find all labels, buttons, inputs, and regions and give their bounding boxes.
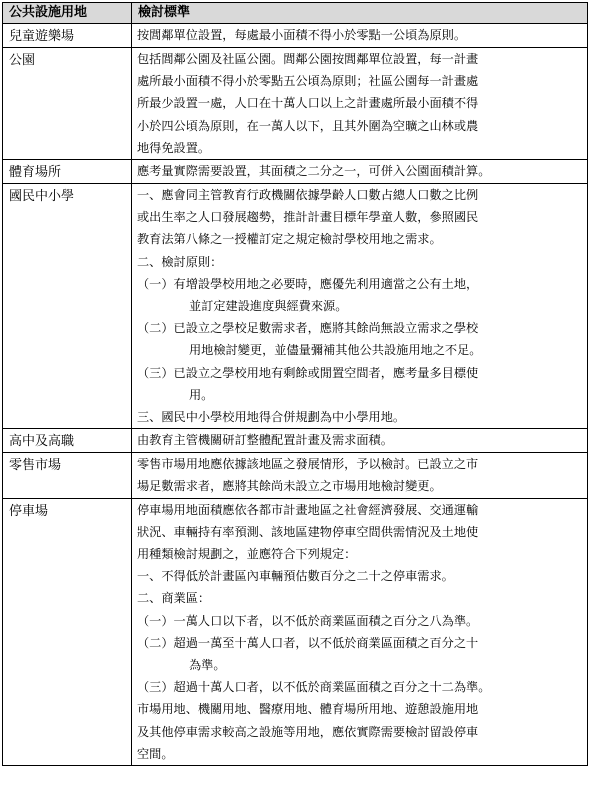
standard-line: 並訂定建設進度與經費來源。 — [189, 299, 348, 314]
facility-name: 國民中小學 — [3, 184, 132, 429]
facility-standard — [132, 429, 588, 453]
standard-line: 由教育主管機關研訂整體配置計畫及需求面積。 — [137, 433, 393, 448]
standard-line: 地得免設置。 — [137, 140, 211, 155]
public-facility-standards-table — [2, 2, 588, 766]
standard-line: 停車場用地面積應依各都市計畫地區之社會經濟發展、交通運輸 — [137, 502, 479, 517]
standard-line: （一）有增設學校用地之必要時，應優先利用適當之公有土地， — [137, 276, 479, 291]
standard-line: 場足數需求者，應將其餘尚未設立之市場用地檢討變更。 — [137, 479, 442, 494]
facility-name: 公園 — [3, 48, 132, 160]
standard-line: 按閭鄰單位設置，每處最小面積不得小於零點一公頃為原則。 — [137, 28, 467, 42]
header-facility-land: 公共設施用地 — [3, 3, 132, 24]
row-playground — [3, 24, 588, 48]
standard-line: 空間。 — [137, 746, 174, 761]
row-park — [3, 48, 588, 160]
facility-name: 兒童遊樂場 — [3, 24, 132, 48]
standard-line: 用。 — [189, 387, 214, 402]
standard-line: 市場用地、機關用地、醫療用地、體育場所用地、遊憩設施用地 — [137, 702, 479, 717]
standard-line: （一）一萬人口以下者，以不低於商業區面積之百分之八為準。 — [137, 613, 479, 628]
facility-standard — [132, 184, 588, 429]
facility-standard — [132, 498, 588, 765]
standard-line: 用種類檢討規劃之，並應符合下列規定： — [137, 547, 357, 562]
standard-line: 為準。 — [189, 658, 226, 673]
standard-line: 及其他停車需求較高之設施等用地，應依實際需要檢討留設停車 — [137, 724, 479, 739]
facility-standard — [132, 453, 588, 498]
facility-name: 停車場 — [3, 498, 132, 765]
standard-line: 教育法第八條之一授權訂定之規定檢討學校用地之需求。 — [137, 232, 442, 247]
standard-line: 用地檢討變更，並儘量彌補其他公共設施用地之不足。 — [189, 343, 482, 358]
standard-line: 處所最小面積不得小於零點五公頃為原則；社區公園每一計畫處 — [137, 74, 479, 89]
standard-line: （三）超過十萬人口者，以不低於商業區面積之百分之十二為準。 — [137, 680, 491, 695]
standard-line: 包括閭鄰公園及社區公園。閭鄰公園按閭鄰單位設置，每一計畫 — [137, 52, 479, 66]
standard-line: （二）已設立之學校足數需求者，應將其餘尚無設立需求之學校 — [137, 321, 479, 336]
standard-line: 應考量實際需要設置，其面積之二分之一，可併入公園面積計算。 — [137, 164, 491, 179]
standard-line: 二、商業區： — [137, 591, 211, 606]
row-sports-venue — [3, 160, 588, 184]
standard-line: 狀況、車輛持有率預測、該地區建物停車空間供需情況及土地使 — [137, 524, 479, 539]
facility-name: 高中及高職 — [3, 429, 132, 453]
standard-line: 三、國民中小學校用地得合併規劃為中小學用地。 — [137, 410, 406, 425]
standard-line: 一、不得低於計畫區內車輛預估數百分之二十之停車需求。 — [137, 569, 454, 584]
standard-line: 所最少設置一處，人口在十萬人口以上之計畫處所最小面積不得 — [137, 96, 479, 111]
row-parking — [3, 498, 588, 765]
standard-line: 小於四公頃為原則，在一萬人以下，且其外圍為空曠之山林或農 — [137, 118, 479, 133]
standards-table-container — [2, 2, 587, 766]
facility-standard — [132, 160, 588, 184]
facility-name: 零售市場 — [3, 453, 132, 498]
standard-line: 或出生率之人口發展趨勢，推計計畫目標年學童人數，參照國民 — [137, 210, 479, 225]
header-review-standard: 檢討標準 — [132, 3, 588, 24]
row-senior-high-vocational — [3, 429, 588, 453]
facility-standard — [132, 48, 588, 160]
table-header-row — [3, 3, 588, 24]
standard-line: 零售市場用地應依據該地區之發展情形，予以檢討。已設立之市 — [137, 457, 479, 472]
standard-line: 二、檢討原則： — [137, 254, 223, 269]
standard-line: （二）超過一萬至十萬人口者，以不低於商業區面積之百分之十 — [137, 635, 479, 650]
facility-name: 體育場所 — [3, 160, 132, 184]
row-retail-market — [3, 453, 588, 498]
standard-line: 一、應會同主管教育行政機關依據學齡人口數占總人口數之比例 — [137, 188, 479, 203]
standard-line: （三）已設立之學校用地有剩餘或閒置空間者，應考量多目標使 — [137, 365, 479, 380]
row-elementary-junior-high-school — [3, 184, 588, 429]
facility-standard — [132, 24, 588, 48]
